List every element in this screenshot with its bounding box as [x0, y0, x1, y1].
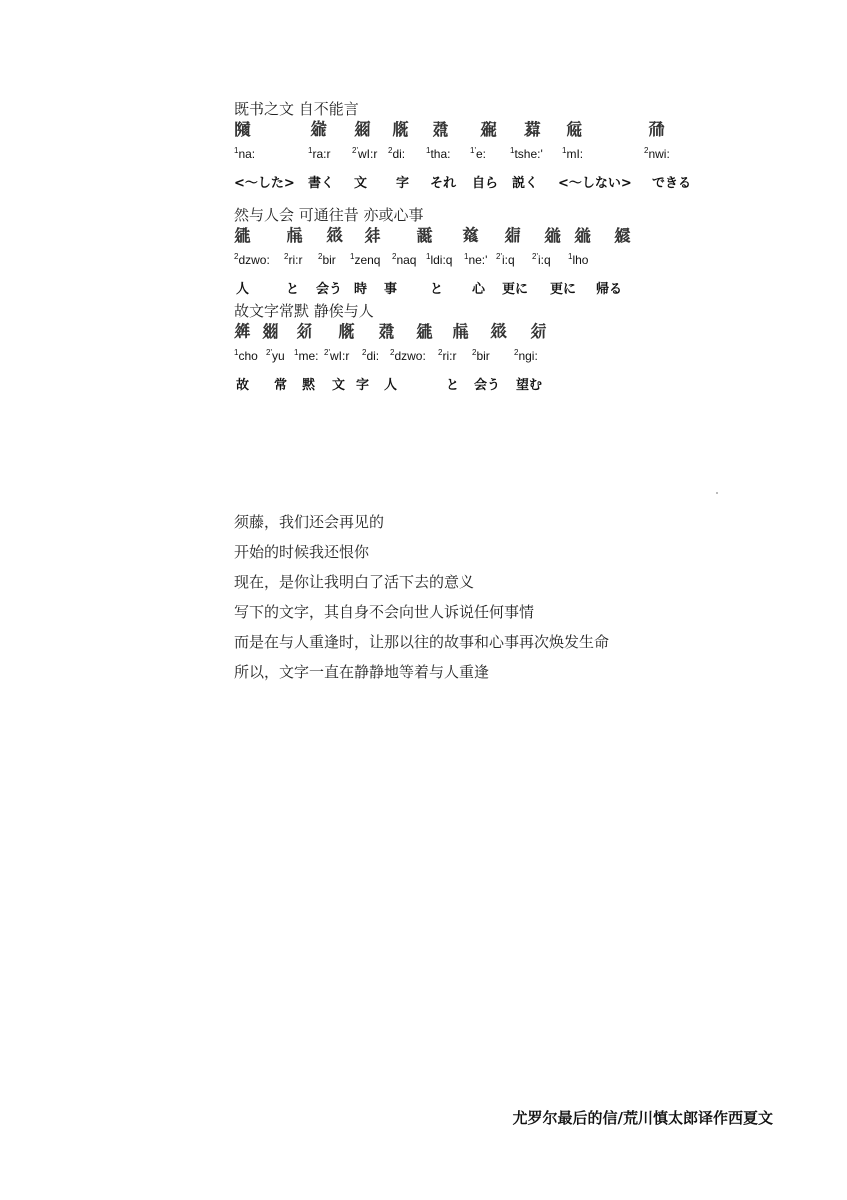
- gloss-word: 字: [356, 378, 370, 393]
- tangut-char: 𗤻: [490, 322, 507, 342]
- attribution-footer: 尤罗尔最后的信/荒川慎太郎译作西夏文: [512, 1109, 773, 1127]
- phonetic-syllable: $^{2'}$wI:r: [352, 146, 378, 161]
- tangut-char: 𗏁: [566, 120, 583, 140]
- gloss-word: 文: [332, 378, 346, 393]
- phonetic-row: [234, 348, 714, 374]
- tangut-char: 𗥤: [574, 226, 591, 246]
- gloss-word: 更に: [550, 282, 577, 297]
- gloss-word: 人: [384, 378, 398, 393]
- gloss-word: 会う: [474, 378, 501, 393]
- gloss-word: できる: [652, 176, 692, 191]
- tangut-row: [234, 226, 714, 252]
- tangut-char: 𗚷: [524, 120, 541, 140]
- phonetic-syllable: $^2$dzwo:: [234, 252, 270, 267]
- phonetic-syllable: $^{2'}$wI:r: [324, 348, 350, 363]
- chinese-line: 然与人会 可通往昔 亦或心事: [234, 206, 424, 224]
- phonetic-syllable: $^1$zenq: [350, 252, 381, 267]
- tangut-char: 𗘂: [480, 120, 497, 140]
- tangut-char: 𗤻: [326, 226, 343, 246]
- phonetic-syllable: $^2$dzwo:: [390, 348, 426, 363]
- tangut-char: 𗨁: [310, 120, 327, 140]
- phonetic-syllable: $^2$bir: [472, 348, 490, 363]
- tangut-char: 𗥃: [354, 120, 371, 140]
- gloss-word: 更に: [502, 282, 529, 297]
- gloss-word: 黙: [302, 378, 316, 393]
- phonetic-syllable: $^2$naq: [392, 252, 417, 267]
- tangut-char: 𗅋: [392, 120, 409, 140]
- phonetic-syllable: $^1$cho: [234, 348, 258, 363]
- phonetic-syllable: $^2$bir: [318, 252, 336, 267]
- poem-line: 须藤，我们还会再见的: [234, 513, 385, 531]
- gloss-word: 心: [472, 282, 486, 297]
- phonetic-syllable: $^1$ne:': [464, 252, 488, 267]
- phonetic-row: [234, 146, 714, 172]
- poem-line: 所以，文字一直在静静地等着与人重逢: [234, 663, 490, 681]
- gloss-word: と: [430, 282, 444, 297]
- tangut-char: 𗢯: [296, 322, 313, 342]
- gloss-word: 望む: [516, 378, 543, 393]
- tangut-char: 𗤶: [234, 322, 251, 342]
- tangut-char: 𗅋: [338, 322, 355, 342]
- gloss-word: 時: [354, 282, 368, 297]
- japanese-gloss-row: [234, 172, 714, 194]
- phonetic-syllable: $^1$me:: [294, 348, 319, 363]
- tangut-char: 𗾞: [262, 322, 279, 342]
- gloss-word: <〜しない>: [558, 176, 632, 191]
- phonetic-syllable: $^2$di:: [362, 348, 380, 363]
- japanese-gloss-row: [234, 278, 714, 300]
- gloss-word: 字: [396, 176, 410, 191]
- tangut-char: 𗒛: [462, 226, 479, 246]
- phonetic-syllable: $^{2'}$i:q: [496, 252, 515, 267]
- gloss-word: <〜した>: [234, 176, 295, 191]
- gloss-word: 事: [384, 282, 398, 297]
- phonetic-syllable: $^2$ri:r: [438, 348, 457, 363]
- tangut-char: 𗢳: [364, 226, 381, 246]
- chinese-line: 既书之文 自不能言: [234, 100, 359, 118]
- phonetic-syllable: $^1$ra:r: [308, 146, 331, 161]
- gloss-word: 書く: [308, 176, 335, 191]
- phonetic-syllable: $^2$ri:r: [284, 252, 303, 267]
- phonetic-syllable: $^2$ngi:: [514, 348, 538, 363]
- tangut-char: 𗢴: [530, 322, 547, 342]
- poem-line: 现在，是你让我明白了活下去的意义: [234, 573, 475, 591]
- phonetic-syllable: $^{2'}$yu: [266, 348, 285, 363]
- gloss-word: 文: [354, 176, 368, 191]
- tangut-char: 𗧓: [234, 226, 251, 246]
- stanza-2: [234, 204, 714, 300]
- gloss-word: 会う: [316, 282, 343, 297]
- tangut-char: 𗗙: [648, 120, 665, 140]
- phonetic-syllable: $^1$tshe:': [510, 146, 543, 161]
- phonetic-syllable: $^{2'}$i:q: [532, 252, 551, 267]
- phonetic-syllable: $^1$lho: [568, 252, 589, 267]
- stanza-3: [234, 300, 714, 396]
- poem-line: 写下的文字，其自身不会向世人诉说任何事情: [234, 603, 535, 621]
- chinese-line: 故文字常默 静俟与人: [234, 302, 374, 320]
- stanza-1: [234, 98, 714, 194]
- gloss-word: 常: [274, 378, 288, 393]
- gloss-word: 説く: [512, 176, 539, 191]
- gloss-word: 人: [236, 282, 250, 297]
- scan-speck: [716, 492, 718, 494]
- tangut-char: 𗤋: [504, 226, 521, 246]
- tangut-char: 𘅣: [432, 120, 449, 140]
- tangut-char: 𗍫: [452, 322, 469, 342]
- gloss-word: それ: [430, 176, 457, 191]
- phonetic-row: [234, 252, 714, 278]
- phonetic-syllable: $^2$di:: [388, 146, 406, 161]
- poem-line: 开始的时候我还恨你: [234, 543, 370, 561]
- phonetic-syllable: $^1$mI:: [562, 146, 584, 161]
- tangut-row: [234, 322, 714, 348]
- tangut-char: 𗵘: [416, 226, 433, 246]
- gloss-word: 帰る: [596, 282, 623, 297]
- gloss-word: 自ら: [472, 176, 499, 191]
- phonetic-syllable: $^1$ldi:q: [426, 252, 453, 267]
- gloss-word: 故: [236, 378, 250, 393]
- phonetic-syllable: $^1$tha:: [426, 146, 451, 161]
- poem-line: 而是在与人重逢时，让那以往的故事和心事再次焕发生命: [234, 633, 610, 651]
- tangut-char: 𗥤: [544, 226, 561, 246]
- tangut-row: [234, 120, 714, 146]
- tangut-char: 𘅣: [378, 322, 395, 342]
- tangut-char: 𗧠: [614, 226, 631, 246]
- tangut-char: 𗧓: [416, 322, 433, 342]
- japanese-gloss-row: [234, 374, 714, 396]
- gloss-word: と: [286, 282, 300, 297]
- tangut-char: 𗂧: [234, 120, 251, 140]
- phonetic-syllable: $^2$nwi:: [644, 146, 670, 161]
- gloss-word: と: [446, 378, 460, 393]
- phonetic-syllable: $^{1'}$e:: [470, 146, 486, 161]
- tangut-char: 𗍫: [286, 226, 303, 246]
- poem-translation: [234, 510, 609, 690]
- phonetic-syllable: $^1$na:: [234, 146, 256, 161]
